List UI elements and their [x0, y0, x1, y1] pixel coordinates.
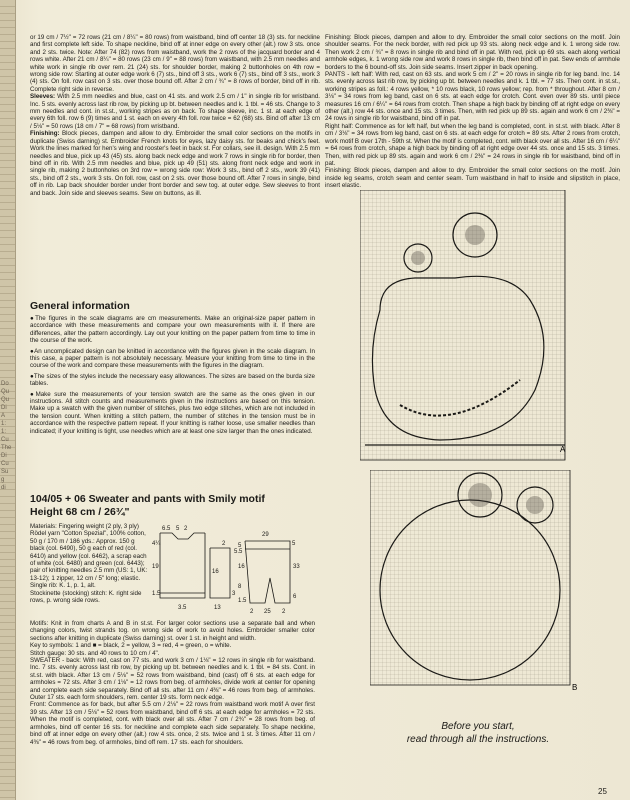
right-column-instructions — [325, 34, 620, 190]
diagram-label: 2 — [282, 609, 286, 615]
page-binding — [0, 0, 16, 800]
footer-note — [398, 720, 558, 746]
diagram-label: 1.5 — [152, 591, 161, 597]
key-symbols-text: Key to symbols: 1 and ■ = black, 2 = yellow, 3 = red, 4 = green, o = white. — [30, 642, 232, 650]
finishing-text: Block pieces, dampen and allow to dry. Embroider the small color sections on the motifs in duplicate (Swiss darning) st. Embroider French knots for eyes, lazy daisy sts. for beaks and chick's feet. Work the lines marked for hen's wing and rooster's feet in back st. For collars, see ill. design. With 2.5 mm needles and blue, pick up 43 (45) sts. along back neck edge and work 7 rows in single rib for border, then bind off in rib. With 2.5 mm needles and blue, pick up 49 (51) sts. along front neck edge and work in single rib, making 2 buttonholes on 3rd row = wrong side row: Work 3 sts., bind off 2 sts., work 39 (41) sts., bind off 2 sts., work 3 sts. On foll. row, cast on 2 sts. over those bound off. After 7 rows in single, bind off in rib. Lap back shoulder border under front border and sew tog. at outer edge. Sew sleeves to front and back. Join side and sleeves seams. Sew on buttons, as ill. — [30, 130, 320, 197]
finishing-label: Finishing: — [30, 130, 60, 138]
footer-line-2: read through all the instructions. — [406, 734, 550, 745]
front-text: Front: Commence as for back, but after 5.5 cm / 2⅛" = 22 rows from waistband work motif A over first 39 sts. After 13 cm / 5⅛" = 52 rows from waistband, bind off 6 sts. at each edge for armholes = 72 sts. When the motif is completed, cont. with black over all sts. After 7 cm / 2¾" = 28 rows from beg. of armholes, bind off center 16 sts. for neckline and complete each side separately. To shape neckline, bind off at inner edge on every other (alt.) row 4 sts. once, 2 sts. twice and 1 st. 3 times. After 11 cm / 4⅜" = 46 rows from beg. of armholes, bind off rem. 17 sts. each for shoulders. — [30, 701, 315, 746]
binding-text: Do Qu Qu Di A 1: 1: Cu The Di Cu Su g di — [1, 381, 12, 491]
single-rib-text: Single rib: K. 1, p. 1, alt. — [30, 582, 96, 590]
general-information-title: General information — [30, 300, 130, 312]
general-item: ● The sizes of the styles include the necessary easy allowances. The sizes are based on the burda size tables. — [30, 373, 315, 388]
sweater-neckline — [160, 533, 205, 539]
diagram-label: 6.5 — [162, 526, 171, 532]
materials-block — [30, 523, 148, 604]
general-item: ● Make sure the measurements of your tension swatch are the same as the ones given in our instructions. All stitch counts and measurements given in the instructions are based on this tension. Make up a swatch with the given number of stitches, plus two edge stitches, which are not included in the tension count. When knitting a stitch pattern, the number of stitches in the tension must be in accordance with the respective pattern repeat. If your knitting is rather loose, use smaller needles than indicated; if your knitting is tight, use needles which are at least one size larger than the ones indicated. — [30, 391, 315, 435]
diagram-label: 5 — [176, 526, 180, 532]
diagram-label: 3 — [232, 591, 236, 597]
sweater-instructions — [30, 620, 315, 746]
footer-line-1: Before you start, — [441, 721, 515, 732]
diagram-label: 8 — [238, 584, 242, 590]
diagram-label: 16 — [212, 569, 219, 575]
pants-right-text: Right half: Commence as for left half, but when the leg band is completed, cont. in st.st. with black. After 8 cm / 3⅛" = 34 rows from leg band, cast on 6 sts. at each edge for crotch = 89 sts. After 2 rows from crotch, work motif B over 17th - 59th st. When the motif is completed, cont. with black over all sts. After 16 cm / 6¼" = 64 rows from crotch, shape a high back by binding off at right edge over 44 sts. once and 15 sts. 3 times. Then, with red pick up 89 sts. again and work 6 cm / 2⅜" = 24 rows in single rib for waistband, bind off in pat. — [325, 122, 620, 167]
diagram-label: 1.5 — [238, 598, 247, 604]
diagram-label: 13 — [214, 605, 221, 611]
finishing-paragraph — [30, 130, 320, 197]
motifs-text: Motifs: Knit in from charts A and B in st.st. For larger color sections use a separate ball and when changing colors, twist strands tog. on wrong side of work to avoid holes. Embroider smaller color sections after knitting in duplicate (Swiss darning) st. over 1 st. in height and width. — [30, 620, 315, 642]
sweater-outline — [160, 533, 205, 598]
diagram-label: 3.5 — [178, 605, 187, 611]
page-number: 25 — [598, 787, 607, 796]
sleeves-paragraph — [30, 93, 320, 130]
sleeves-label: Sleeves: — [30, 93, 56, 101]
scale-diagram — [150, 523, 315, 618]
diagram-label: 2 — [250, 609, 254, 615]
diagram-label: 33 — [293, 564, 300, 570]
model-height: Height 68 cm / 26¾" — [30, 506, 130, 518]
diagram-label: 2 — [222, 541, 226, 547]
general-item: ● The figures in the scale diagrams are cm measurements. Make an original-size paper pattern in accordance with these measurements and compare your own measurements with it. If there are differences, alter the pattern accordingly. Lay out your knitting on the paper pattern from time to time in the course of the work. — [30, 315, 315, 345]
chart-a-label: A — [560, 445, 566, 454]
diagram-label: 19 — [152, 564, 159, 570]
sweater-finishing-text: Finishing: Block pieces, dampen and allow to dry. Embroider the small color sections on the motif. Join shoulder seams. For the neck border, with red pick up 93 sts. along neck edge and k. 1 wrong side row. Then work 2 cm / ¾" = 8 rows in single rib and bind off in pat. With red, pick up 69 sts. each along vertical armhole edges, k. 1 wrong side row and work 8 rows in single rib, then bind off in pat. Sew ends of armhole borders to the 6 bound-off sts. Join side seams. Insert zipper in back opening. — [325, 34, 620, 71]
materials-text: Materials: Fingering weight (2 ply, 3 ply) Rödel yarn "Cotton Spezial", 100% cotton, 50 g / 170 m / 186 yds.: Approx. 150 g black (col. 6490), 50 g each of red (col. 6410) and yellow (col. 6462), a scrap each of white (col. 6480) and green (col. 6443); pair of knitting needles 2.5 mm (US: 1, UK: 13-12); 1 zipper, 12 cm / 5" long; elastic. — [30, 523, 148, 582]
pants-outline — [245, 541, 290, 603]
pants-finishing-text: Finishing: Block pieces, dampen and allow to dry. Embroider the small color sections on the motif. Join inside leg seams, crotch seam and center seam. Turn waistband in half to inside and slipstitch in place, insert elastic. — [325, 167, 620, 190]
back-continuation-text: or 19 cm / 7½" = 72 rows (21 cm / 8¼" = 80 rows) from waistband, bind off center 18 (3) sts. for neckline and first complete left side. To shape neckline, bind off at inner edge on every other (alt.) row 3 sts. once and 2 sts. twice. Note: After 74 (82) rows from waistband, work the 2 rows of the jacquard border and 4 rows white. After 21 cm / 8¼" = 80 rows (23 cm / 9" = 88 rows) from waistband, with 2.5 mm needles and white work in single rib over rem. 21 (24) sts. for shoulder border, making 2 buttonholes on 4th row = wrong side row: Starting at outer edge work 6 (7) sts., bind off 3 sts., work 6 (7) sts., bind off 3 sts., work 3 (4) sts. On foll. row cast on 3 sts. over those bound off. After 2 cm / ¾" = 8 rows of border, bind off in rib. Complete right side in reverse. — [30, 34, 320, 93]
diagram-label: 25 — [264, 609, 271, 615]
diagram-label: 16 — [238, 564, 245, 570]
model-section-title — [30, 493, 315, 519]
chart-b-label: B — [572, 683, 578, 692]
diagram-label: 5.5 — [234, 549, 243, 555]
diagram-label: 2 — [184, 526, 188, 532]
general-item: ● An uncomplicated design can be knitted in accordance with the figures given in the scale diagram. In this case, a paper pattern is not absolutely necessary. Measure your knitting from time to time in the course of the work and compare these measurements with the figures in the diagram. — [30, 348, 315, 370]
chart-a-grid — [360, 190, 565, 460]
stockinette-text: Stockinette (stocking) stitch: K. right side rows, p. wrong side rows. — [30, 589, 142, 605]
general-information-section — [30, 300, 315, 438]
knitting-chart-b — [370, 470, 585, 695]
left-column-instructions — [30, 34, 320, 197]
sweater-back-text: SWEATER - back: With red, cast on 77 sts. and work 3 cm / 1⅛" = 12 rows in single rib for waistband. Inc. 7 sts. evenly across last rib row, by picking up bt. between needles and k. 1 tbl. = 84 sts. Cont. in st.st. with black. After 13 cm / 5⅛" = 52 rows from waistband, bind (cast) off 6 sts. at each edge for armholes = 72 sts. After 3 cm / 1⅛" = 12 rows from beg. of armholes, divide work at center for opening and complete each side separately. Bind off all sts. after 11 cm / 4⅜" = 46 rows from beg. of armholes. Outer 17 sts. each form shoulders, rem. center 19 sts. form neck edge. — [30, 657, 315, 702]
pants-left-text: PANTS - left half: With red, cast on 63 sts. and work 5 cm / 2" = 20 rows in single rib for leg band. Inc. 14 sts. evenly across last rib row, by picking up bt. between needles and k. 1 tbl. = 77 sts. Then cont. in st.st., working stripes as foll.: 4 rows yellow, * 10 rows black, 10 rows yellow; rep. from * throughout. After 8 cm / 3⅛" = 34 rows from leg band, cast on 6 sts. at each edge for crotch. Cont. even over 89 sts. until piece measures 16 cm / 6¼" = 64 rows from crotch. Then shape a high back by binding off at right edge on every other (alt.) row 44 sts. once and 15 sts. 3 times. Then, with red pick up 89 sts. again and work 6 cm / 2⅜" = 24 rows in single rib for waistband, bind off in pat. — [325, 71, 620, 123]
diagram-label: 6 — [293, 594, 297, 600]
gauge-text: Stitch gauge: 30 sts. and 40 rows to 10 cm / 4". — [30, 649, 160, 657]
diagram-label: 5 — [238, 543, 242, 549]
diagram-label: 4¼ — [152, 541, 161, 547]
sleeves-text: With 2.5 mm needles and blue, cast on 41 sts. and work 2.5 cm / 1" in single rib for wristband. Inc. 5 sts. evenly across last rib row, by picking up bt. between needles and k. 1 tbl. = 46 sts. Change to 3 mm needles and cont. in st.st., working stripes as on back. To shape sleeve, inc. 1 st. at each edge of every 6th foll. row 6 (9) times and 1 st. each on every 4th foll. row twice = 62 (68) sts. Bind off after 13 cm / 5⅛" = 50 rows (18 cm / 7" = 68 rows) from wristband. — [30, 93, 320, 130]
diagram-label: 29 — [262, 532, 269, 538]
knitting-chart-a — [360, 190, 575, 480]
diagram-label: 5 — [292, 541, 296, 547]
model-title: 104/05 + 06 Sweater and pants with Smily motif — [30, 493, 265, 505]
